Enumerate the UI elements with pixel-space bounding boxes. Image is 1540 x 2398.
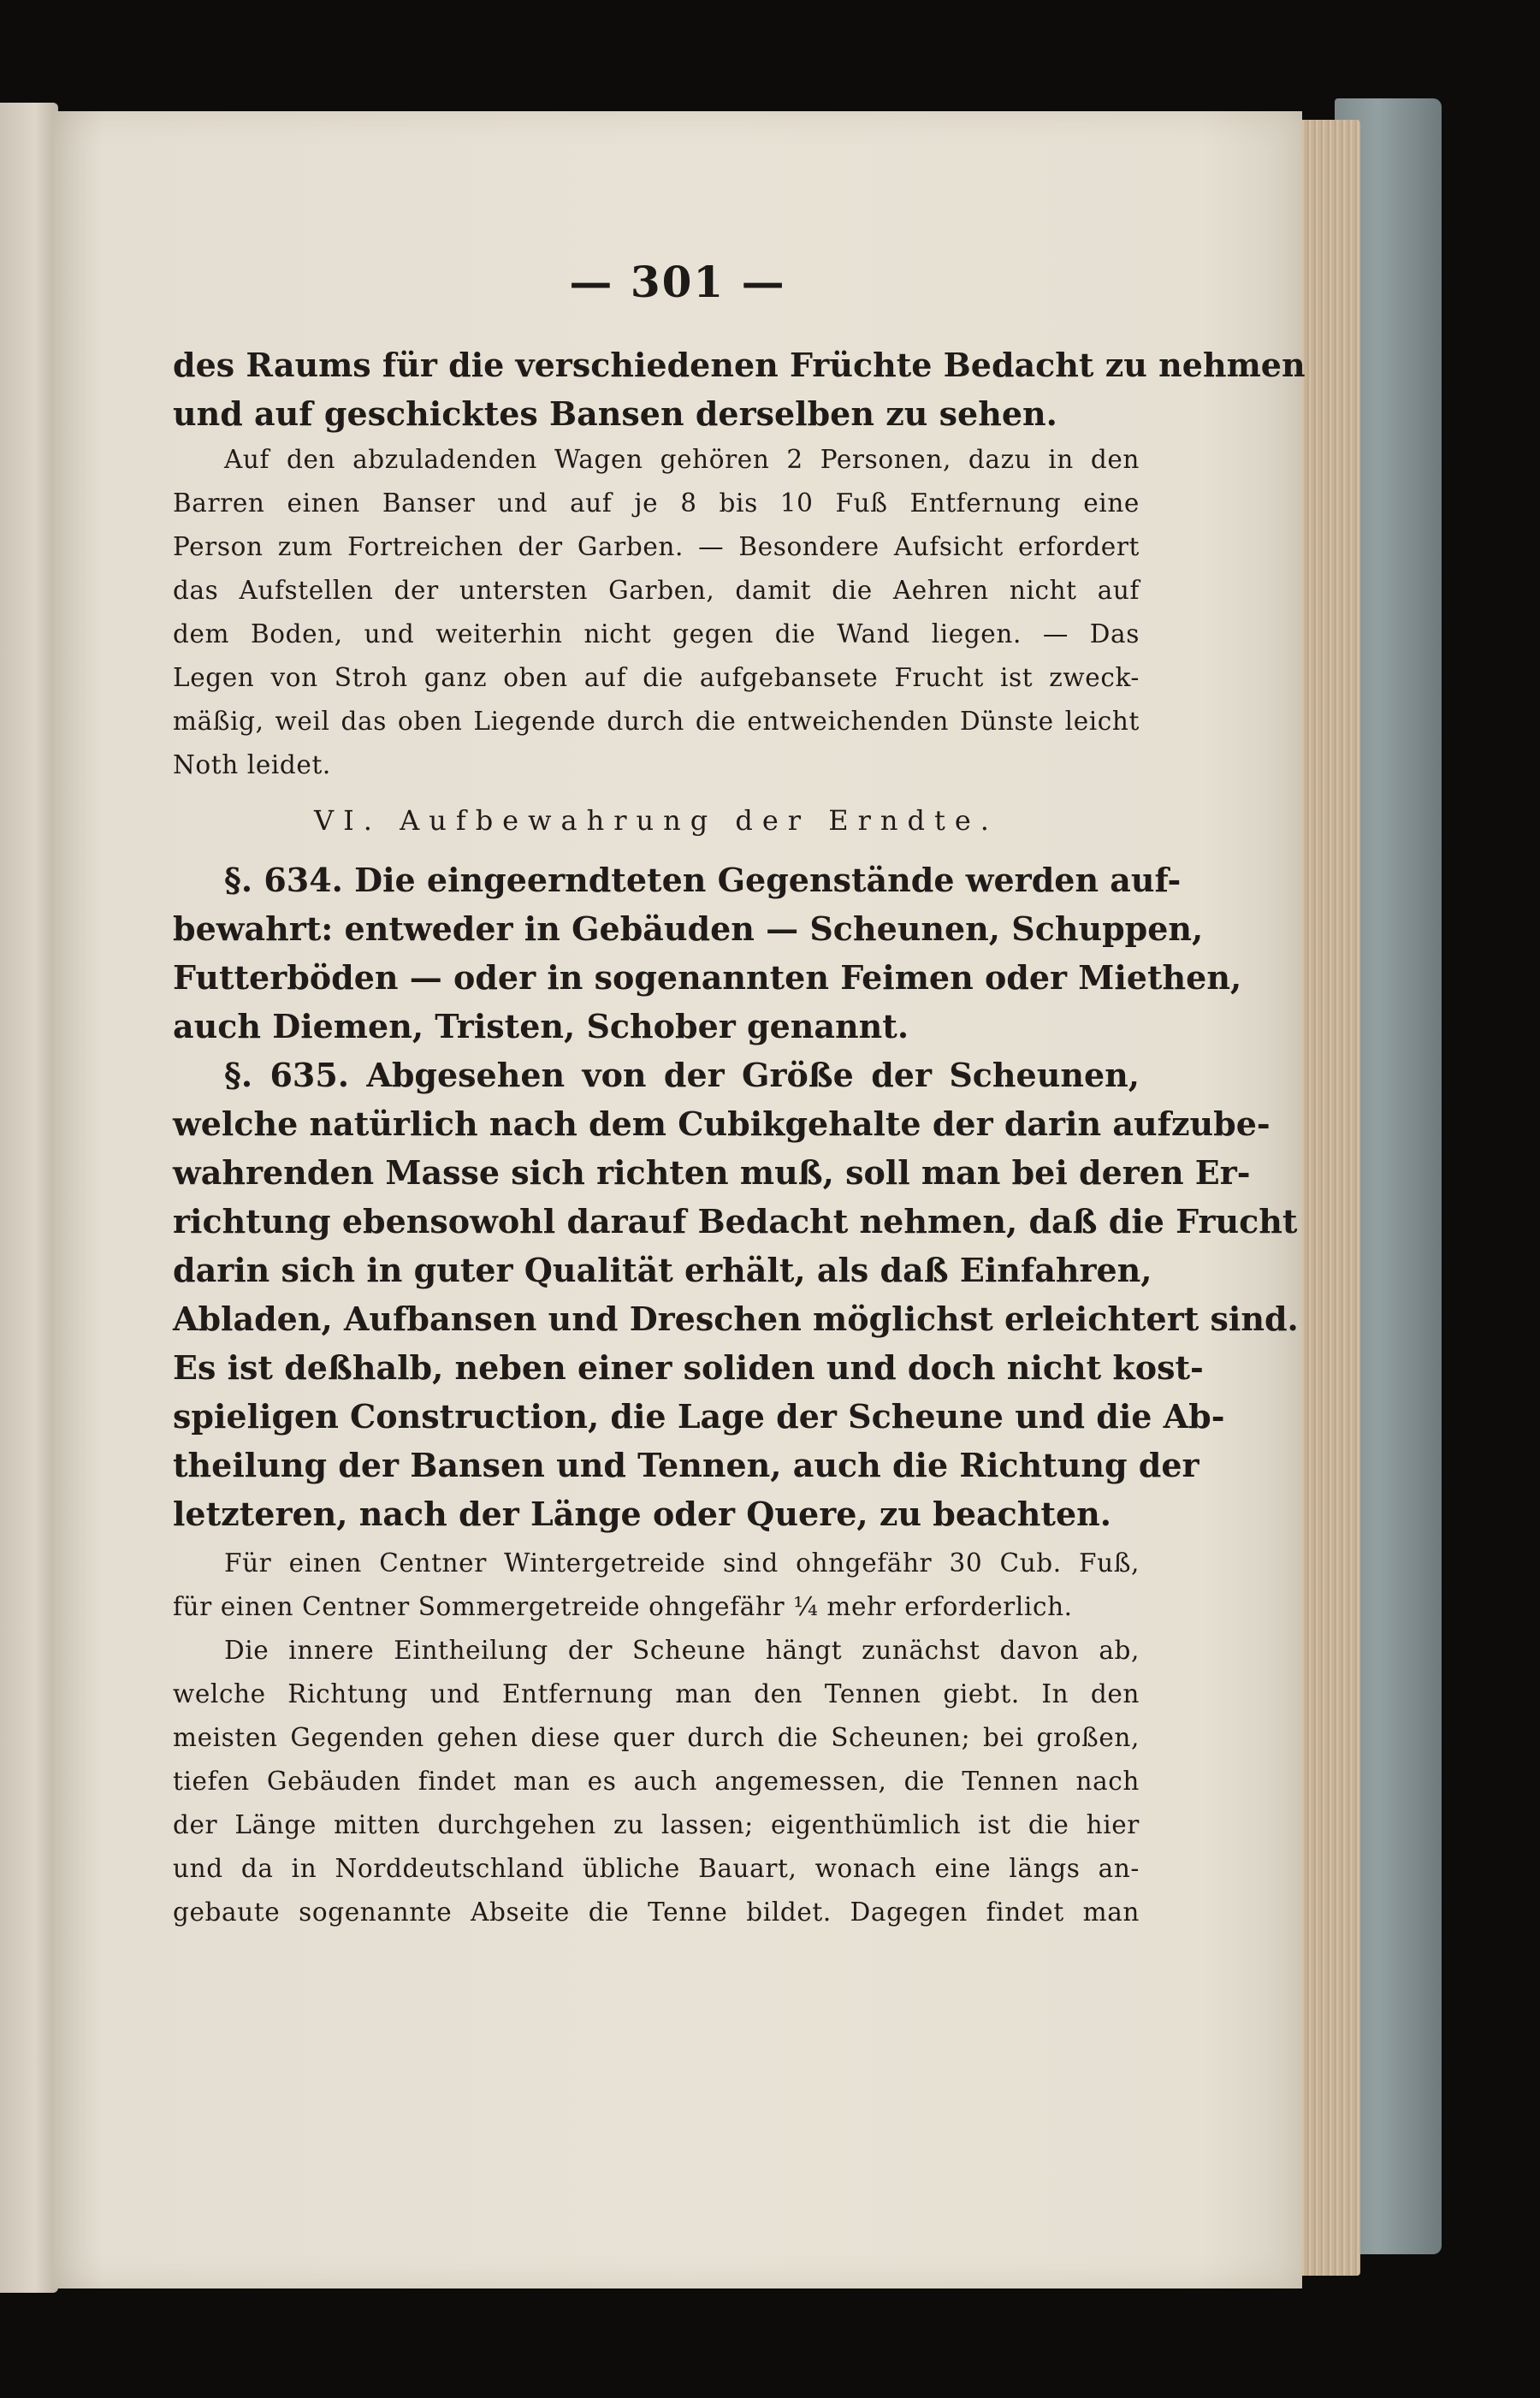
text-line: wahrenden Masse sich richten muß, soll man bei deren Er- (173, 1153, 1251, 1192)
text-line: Futterböden — oder in sogenannten Feimen oder Miethen, (173, 958, 1242, 997)
section-heading: VI. Aufbewahrung der Erndte. (314, 804, 998, 837)
paragraph-unloading-note (173, 438, 1140, 787)
text-line: Es ist deßhalb, neben einer soliden und doch nicht kost- (173, 1348, 1204, 1387)
text-line: Legen von Stroh ganz oben auf die aufgebansete Frucht ist zweck- (173, 663, 1140, 692)
paragraph-interior-layout (173, 1629, 1140, 1934)
text-line: der Länge mitten durchgehen zu lassen; eigenthümlich ist die hier (173, 1810, 1140, 1839)
text-line: bewahrt: entweder in Gebäuden — Scheunen, Schuppen, (173, 909, 1204, 948)
text-line: Barren einen Banser und auf je 8 bis 10 Fuß Entfernung eine (173, 488, 1140, 518)
paragraph-volume-note (173, 1542, 1140, 1629)
paragraph-section-634 (173, 856, 1242, 1051)
paragraph-continuation (173, 340, 1306, 438)
text-line: darin sich in guter Qualität erhält, als daß Einfahren, (173, 1251, 1152, 1289)
previous-page-edge (0, 103, 58, 2293)
text-line: richtung ebensowohl darauf Bedacht nehmen, daß die Frucht (173, 1202, 1298, 1240)
text-line: welche Richtung und Entfernung man den Tennen giebt. In den (173, 1679, 1140, 1708)
text-line: spieligen Construction, die Lage der Scheune und die Ab- (173, 1397, 1225, 1436)
text-line: theilung der Bansen und Tennen, auch die Richtung der (173, 1446, 1199, 1484)
text-line: meisten Gegenden gehen diese quer durch die Scheunen; bei großen, (173, 1723, 1140, 1752)
page-content (173, 340, 1306, 1934)
text-line: und da in Norddeutschland übliche Bauart, wonach eine längs an- (173, 1854, 1140, 1883)
text-line: Person zum Fortreichen der Garben. — Besondere Aufsicht erfordert (173, 532, 1140, 561)
book-page (53, 111, 1306, 2288)
paragraph-section-635 (173, 1051, 1299, 1538)
text-line: Auf den abzuladenden Wagen gehören 2 Personen, dazu in den (224, 445, 1140, 474)
text-line: das Aufstellen der untersten Garben, damit die Aehren nicht auf (173, 576, 1140, 605)
text-line: für einen Centner Sommergetreide ohngefähr ¼ mehr erforderlich. (173, 1592, 1073, 1621)
text-line: und auf geschicktes Bansen derselben zu sehen. (173, 394, 1057, 433)
page-number: — 301 — (569, 257, 786, 307)
page-block-edges (1292, 120, 1360, 2276)
text-line: tiefen Gebäuden findet man es auch angemessen, die Tennen nach (173, 1767, 1140, 1796)
text-line: mäßig, weil das oben Liegende durch die entweichenden Dünste leicht (173, 707, 1140, 736)
text-line: welche natürlich nach dem Cubikgehalte der darin aufzube- (173, 1104, 1270, 1143)
text-line: §. 634. Die eingeerndteten Gegenstände werden auf- (224, 861, 1182, 899)
text-line: Abladen, Aufbansen und Dreschen möglichst erleichtert sind. (173, 1300, 1299, 1338)
text-line: auch Diemen, Tristen, Schober genannt. (173, 1007, 909, 1045)
text-line: Für einen Centner Wintergetreide sind ohngefähr 30 Cub. Fuß, (224, 1548, 1140, 1578)
text-line: des Raums für die verschiedenen Früchte Bedacht zu nehmen (173, 346, 1306, 384)
text-line: dem Boden, und weiterhin nicht gegen die Wand liegen. — Das (173, 619, 1140, 648)
text-line: §. 635. Abgesehen von der Größe der Scheunen, (224, 1056, 1140, 1094)
text-line: Die innere Eintheilung der Scheune hängt zunächst davon ab, (224, 1636, 1140, 1665)
text-line: gebaute sogenannte Abseite die Tenne bildet. Dagegen findet man (173, 1898, 1140, 1927)
text-line: Noth leidet. (173, 750, 331, 779)
text-line: letzteren, nach der Länge oder Quere, zu beachten. (173, 1495, 1112, 1533)
